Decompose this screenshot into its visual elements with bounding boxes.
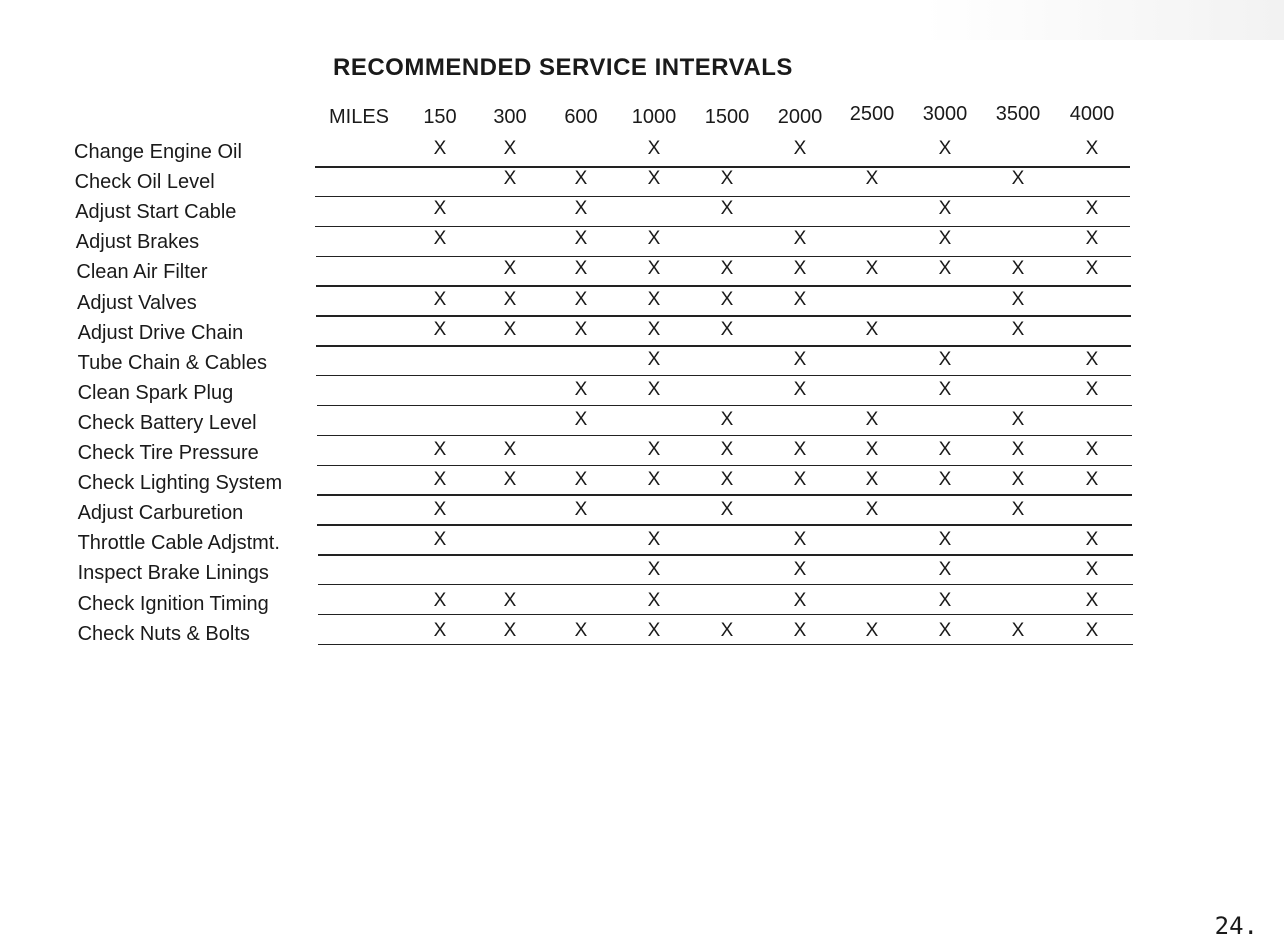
- interval-mark: X: [865, 168, 879, 190]
- interval-mark: X: [1085, 469, 1099, 491]
- interval-mark: X: [720, 168, 734, 190]
- interval-mark: X: [793, 529, 807, 551]
- interval-mark: X: [574, 469, 588, 491]
- interval-mark: X: [433, 499, 447, 521]
- interval-mark: X: [720, 619, 734, 641]
- task-label: Check Nuts & Bolts: [77, 622, 250, 645]
- interval-mark: X: [1085, 559, 1099, 581]
- row-divider: [318, 554, 1133, 556]
- interval-header-2500: 2500: [849, 103, 895, 125]
- task-label: Adjust Start Cable: [75, 201, 237, 224]
- interval-mark: X: [503, 258, 517, 280]
- interval-mark: X: [647, 469, 661, 491]
- miles-label: MILES: [328, 106, 390, 128]
- row-divider: [317, 524, 1132, 526]
- interval-mark: X: [720, 439, 734, 460]
- task-label: Adjust Brakes: [75, 231, 200, 254]
- interval-header-3500: 3500: [995, 103, 1041, 125]
- interval-mark: X: [865, 499, 879, 521]
- interval-mark: X: [574, 619, 588, 641]
- row-divider: [316, 315, 1131, 317]
- row-divider: [315, 196, 1130, 198]
- interval-header-row: [0, 103, 1284, 136]
- interval-mark: X: [647, 138, 661, 159]
- interval-mark: X: [647, 318, 661, 340]
- interval-mark: X: [574, 198, 588, 220]
- task-label: Inspect Brake Linings: [77, 562, 269, 585]
- interval-mark: X: [1011, 288, 1025, 310]
- task-label: Clean Spark Plug: [77, 381, 234, 404]
- interval-mark: X: [938, 529, 952, 551]
- interval-mark: X: [865, 408, 879, 430]
- row-divider: [315, 226, 1130, 228]
- interval-mark: X: [503, 168, 517, 190]
- interval-mark: X: [647, 348, 661, 370]
- interval-header-150: 150: [423, 106, 457, 128]
- interval-mark: X: [503, 469, 517, 491]
- interval-mark: X: [647, 559, 661, 581]
- row-divider: [316, 345, 1131, 347]
- row-divider: [316, 375, 1131, 377]
- row-divider: [318, 584, 1133, 586]
- row-divider: [318, 644, 1133, 646]
- interval-header-300: 300: [493, 106, 527, 128]
- interval-mark: X: [1085, 378, 1099, 400]
- interval-mark: X: [647, 168, 661, 190]
- task-label: Check Lighting System: [77, 472, 283, 495]
- interval-mark: X: [433, 228, 447, 250]
- task-label: Check Tire Pressure: [77, 442, 259, 464]
- interval-mark: X: [938, 378, 952, 400]
- interval-mark: X: [793, 619, 807, 641]
- interval-mark: X: [938, 258, 952, 280]
- interval-mark: X: [938, 348, 952, 370]
- interval-mark: X: [793, 288, 807, 310]
- interval-mark: X: [503, 138, 517, 159]
- interval-mark: X: [720, 469, 734, 491]
- interval-mark: X: [574, 378, 588, 400]
- interval-header-1000: 1000: [631, 106, 677, 128]
- interval-mark: X: [503, 619, 517, 641]
- interval-mark: X: [1085, 439, 1099, 460]
- interval-mark: X: [574, 228, 588, 250]
- interval-mark: X: [938, 559, 952, 581]
- interval-mark: X: [1085, 619, 1099, 641]
- task-label: Throttle Cable Adjstmt.: [77, 532, 280, 555]
- interval-mark: X: [938, 138, 952, 159]
- interval-mark: X: [433, 318, 447, 340]
- row-divider: [317, 494, 1132, 496]
- interval-header-600: 600: [564, 106, 598, 128]
- interval-header-1500: 1500: [704, 106, 750, 128]
- interval-mark: X: [1085, 228, 1099, 250]
- interval-mark: X: [938, 589, 952, 611]
- interval-mark: X: [647, 288, 661, 310]
- interval-mark: X: [865, 318, 879, 340]
- interval-mark: X: [793, 469, 807, 491]
- row-divider: [316, 285, 1131, 287]
- interval-mark: X: [433, 619, 447, 641]
- interval-mark: X: [793, 348, 807, 370]
- interval-mark: X: [574, 318, 588, 340]
- row-divider: [317, 465, 1132, 467]
- task-label: Adjust Carburetion: [77, 502, 244, 525]
- interval-header-4000: 4000: [1069, 103, 1115, 125]
- interval-mark: X: [647, 619, 661, 641]
- interval-mark: X: [647, 529, 661, 551]
- interval-mark: X: [793, 258, 807, 280]
- interval-mark: X: [1085, 198, 1099, 220]
- interval-header-2000: 2000: [777, 106, 823, 128]
- task-label: Check Oil Level: [74, 171, 215, 194]
- row-divider: [316, 256, 1131, 258]
- page-number: 24.: [1214, 912, 1258, 940]
- interval-mark: X: [433, 439, 447, 460]
- interval-mark: X: [793, 589, 807, 611]
- interval-mark: X: [574, 168, 588, 190]
- interval-mark: X: [574, 288, 588, 310]
- task-label: Change Engine Oil: [74, 141, 242, 163]
- row-divider: [317, 405, 1132, 407]
- interval-mark: X: [865, 469, 879, 491]
- interval-mark: X: [938, 198, 952, 220]
- interval-header-3000: 3000: [922, 103, 968, 125]
- interval-mark: X: [433, 589, 447, 611]
- interval-mark: X: [647, 258, 661, 280]
- interval-mark: X: [793, 138, 807, 159]
- interval-mark: X: [793, 228, 807, 250]
- interval-mark: X: [720, 499, 734, 521]
- interval-mark: X: [720, 258, 734, 280]
- interval-mark: X: [720, 288, 734, 310]
- interval-mark: X: [938, 439, 952, 460]
- interval-mark: X: [433, 529, 447, 551]
- page-title: RECOMMENDED SERVICE INTERVALS: [333, 54, 793, 81]
- row-divider: [317, 435, 1132, 437]
- interval-mark: X: [1011, 499, 1025, 521]
- interval-mark: X: [647, 228, 661, 250]
- interval-mark: X: [433, 198, 447, 220]
- interval-mark: X: [503, 288, 517, 310]
- row-divider: [315, 166, 1130, 168]
- interval-mark: X: [503, 589, 517, 611]
- interval-mark: X: [647, 589, 661, 611]
- interval-mark: X: [1085, 138, 1099, 159]
- row-divider: [318, 614, 1133, 616]
- interval-mark: X: [574, 499, 588, 521]
- interval-mark: X: [433, 469, 447, 491]
- task-label: Clean Air Filter: [76, 261, 208, 284]
- interval-mark: X: [1011, 439, 1025, 460]
- interval-mark: X: [1011, 408, 1025, 430]
- interval-mark: X: [720, 408, 734, 430]
- task-label: Tube Chain & Cables: [77, 351, 267, 374]
- interval-mark: X: [574, 408, 588, 430]
- interval-mark: X: [1085, 348, 1099, 370]
- interval-mark: X: [647, 378, 661, 400]
- interval-mark: X: [647, 439, 661, 460]
- interval-mark: X: [938, 619, 952, 641]
- interval-mark: X: [1011, 258, 1025, 280]
- interval-mark: X: [865, 439, 879, 460]
- interval-mark: X: [938, 228, 952, 250]
- interval-mark: X: [793, 439, 807, 460]
- interval-mark: X: [503, 439, 517, 460]
- task-label: Adjust Valves: [77, 291, 197, 314]
- page-edge-shadow: [924, 0, 1284, 40]
- interval-mark: X: [503, 318, 517, 340]
- interval-mark: X: [433, 138, 447, 159]
- interval-mark: X: [574, 258, 588, 280]
- interval-mark: X: [1011, 619, 1025, 641]
- interval-mark: X: [720, 198, 734, 220]
- interval-mark: X: [433, 288, 447, 310]
- interval-mark: X: [720, 318, 734, 340]
- interval-mark: X: [1085, 258, 1099, 280]
- interval-mark: X: [1011, 168, 1025, 190]
- interval-mark: X: [1085, 589, 1099, 611]
- interval-mark: X: [938, 469, 952, 491]
- interval-mark: X: [1085, 529, 1099, 551]
- interval-mark: X: [865, 258, 879, 280]
- interval-mark: X: [1011, 318, 1025, 340]
- task-label: Check Ignition Timing: [77, 592, 269, 615]
- interval-mark: X: [1011, 469, 1025, 491]
- interval-mark: X: [865, 619, 879, 641]
- task-label: Adjust Drive Chain: [77, 321, 244, 344]
- interval-mark: X: [793, 559, 807, 581]
- task-label: Check Battery Level: [77, 411, 257, 434]
- interval-mark: X: [793, 378, 807, 400]
